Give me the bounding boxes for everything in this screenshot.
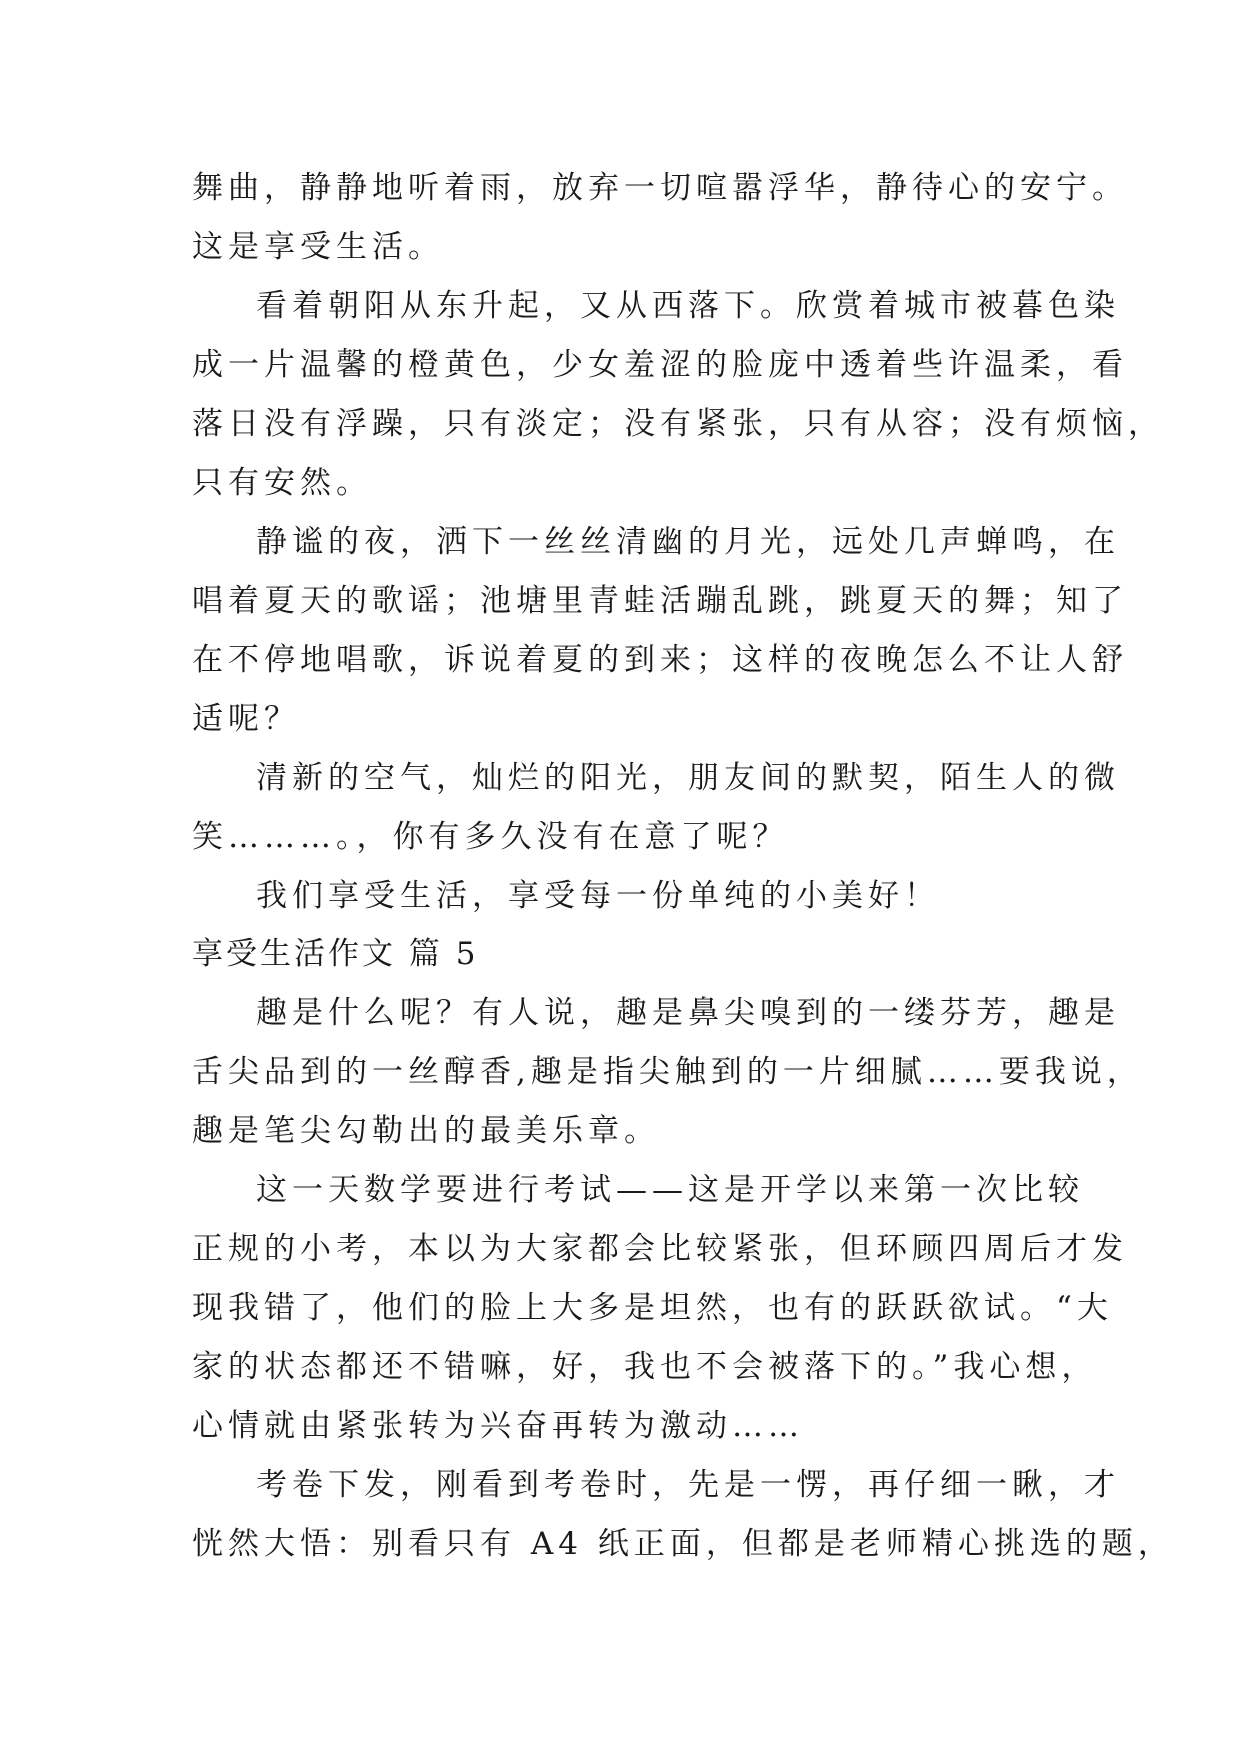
text-line: 笑………。，你有多久没有在意了呢？ <box>192 819 789 855</box>
text-line: 舞曲，静静地听着雨，放弃一切喧嚣浮华，静待心的安宁。 <box>192 170 1128 206</box>
text-line: 家的状态都还不错嘛，好，我也不会被落下的。”我心想， <box>192 1349 1098 1385</box>
text-line: 现我错了，他们的脸上大多是坦然，也有的跃跃欲试。“大 <box>192 1290 1113 1326</box>
text-line: 成一片温馨的橙黄色，少女羞涩的脸庞中透着些许温柔，看 <box>192 347 1128 383</box>
text-line: 适呢？ <box>192 701 300 737</box>
paragraph-start-line: 看着朝阳从东升起，又从西落下。欣赏着城市被暮色染 <box>256 288 1120 324</box>
text-line: 只有安然。 <box>192 465 372 501</box>
paragraph-start-line: 静谧的夜，洒下一丝丝清幽的月光，远处几声蝉鸣，在 <box>256 524 1120 560</box>
text-line: 唱着夏天的歌谣；池塘里青蛙活蹦乱跳，跳夏天的舞；知了 <box>192 583 1128 619</box>
paragraph-start-line: 趣是什么呢？有人说，趣是鼻尖嗅到的一缕芬芳，趣是 <box>256 995 1120 1031</box>
text-line: 正规的小考，本以为大家都会比较紧张，但环顾四周后才发 <box>192 1231 1128 1267</box>
paragraph-start-line: 考卷下发，刚看到考卷时，先是一愣，再仔细一瞅，才 <box>256 1467 1120 1503</box>
text-line: 舌尖品到的一丝醇香,趣是指尖触到的一片细腻……要我说， <box>192 1054 1143 1090</box>
section-heading: 享受生活作文 篇 5 <box>192 936 479 972</box>
paragraph-start-line: 这一天数学要进行考试——这是开学以来第一次比较 <box>256 1172 1084 1208</box>
paragraph-start-line: 清新的空气，灿烂的阳光，朋友间的默契，陌生人的微 <box>256 760 1120 796</box>
text-line: 落日没有浮躁，只有淡定；没有紧张，只有从容；没有烦恼， <box>192 406 1164 442</box>
paragraph-start-line: 我们享受生活，享受每一份单纯的小美好！ <box>256 878 940 914</box>
text-line: 心情就由紧张转为兴奋再转为激动…… <box>192 1408 804 1444</box>
text-line: 在不停地唱歌，诉说着夏的到来；这样的夜晚怎么不让人舒 <box>192 642 1128 678</box>
text-line: 趣是笔尖勾勒出的最美乐章。 <box>192 1113 660 1149</box>
text-line: 这是享受生活。 <box>192 229 444 265</box>
text-line: 恍然大悟：别看只有 A4 纸正面，但都是老师精心挑选的题， <box>192 1526 1174 1562</box>
